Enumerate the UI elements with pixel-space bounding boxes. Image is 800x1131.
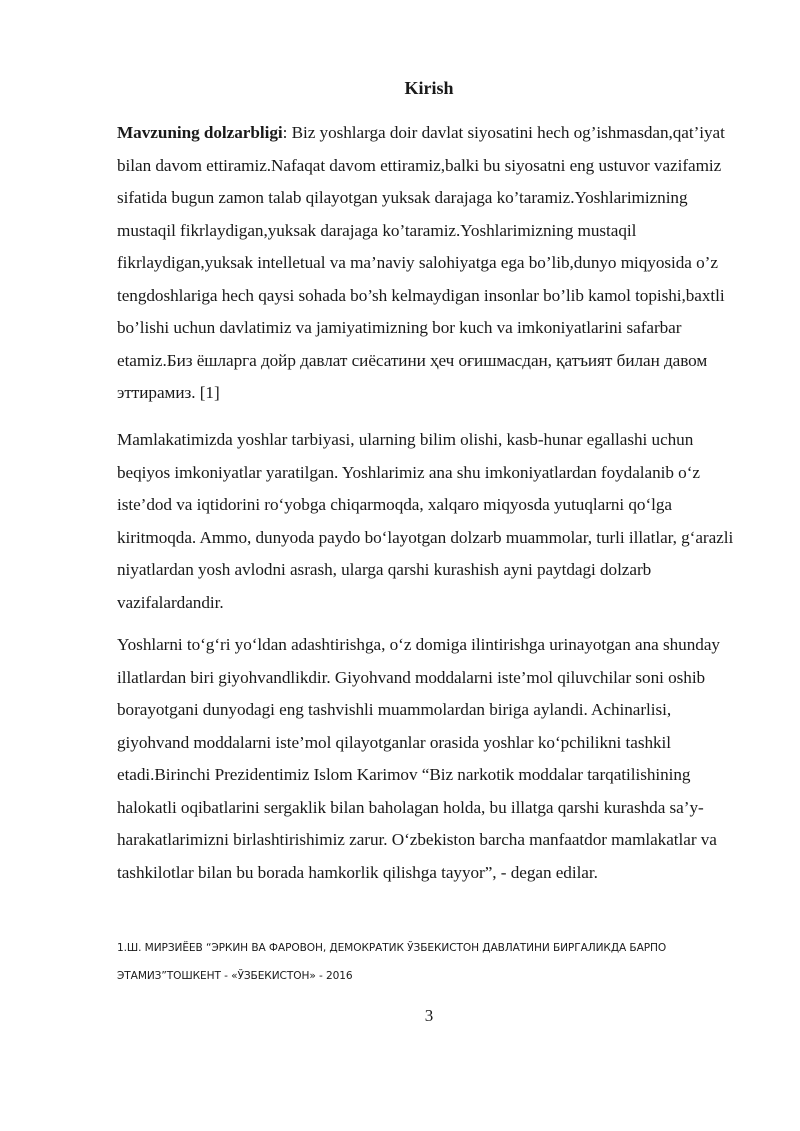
paragraph-text: : Biz yoshlarga doir davlat siyosatini hech og’ishmasdan,qat’iyat bilan davom ettiramiz.Nafaqat davom ettiramiz,balki bu siyosatni eng ustuvor vazifamiz sifatida bugun zamon talab qilayotgan yuksak darajaga ko’taramiz.Yoshlarimizning mustaqil fikrlaydigan,yuksak darajaga ko’taramiz.Yoshlarimizning mustaqil fikrlaydigan,yuksak intelletual va ma’naviy salohiyatga ega bo’lib,dunyo miqyosida o’z tengdoshlariga hech qaysi sohada bo’sh kelmaydigan insonlar bo’lib kamol topishi,baxtli bo’lishi uchun davlatimiz va jamiyatimizning bor kuch va imkoniyatlarini safarbar etamiz.Биз ёшларга дойр давлат сиёсатини ҳеч оғишмасдан, қатъият билан давом эттирамиз. [1] — [117, 123, 725, 402]
footnote: 1.Ш. МИРЗИЁЕВ “ЭРКИН ВА ФАРОВОН, ДЕМОКРАТИК ЎЗБЕКИСТОН ДАВЛАТИНИ БИРГАЛИКДА БАРПО ЭТАМИЗ”ТОШКЕНТ - «ЎЗБЕКИСТОН» - 2016 — [117, 942, 667, 982]
paragraph-youth-opportunities — [117, 424, 743, 619]
paragraph-text: Mamlakatimizda yoshlar tarbiyasi, ularning bilim olishi, kasb-hunar egallashi uchun beqiyos imkoniyatlar yaratilgan. Yoshlarimiz ana shu imkoniyatlardan foydalanib o‘z iste’dod va iqtidorini ro‘yobga chiqarmoqda, xalqaro miqyosda yutuqlarni qo‘lga kiritmoqda. Ammo, dunyoda paydo bo‘layotgan dolzarb muammolar, turli illatlar, g‘arazli niyatlardan yosh avlodni asrash, ularga qarshi kurashish ayni paytdagi dolzarb vazifalardandir. — [117, 430, 734, 612]
paragraph-text: Yoshlarni to‘g‘ri yo‘ldan adashtirishga, o‘z domiga ilintirishga urinayotgan ana shunday illatlardan biri giyohvandlikdir. Giyohvand moddalarni iste’mol qiluvchilar soni oshib borayotgani dunyodagi eng tashvishli muammolardan biriga aylandi. Achinarlisi, giyohvand moddalarni iste’mol qilayotganlar orasida yoshlar ko‘pchilikni tashkil etadi.Birinchi Prezidentimiz Islom Karimov “Biz narkotik moddalar tarqatilishining halokatli oqibatlarini sergaklik bilan baholagan holda, bu illatga qarshi kurashda sa’y-harakatlarimizni birlashtirishimiz zarur. O‘zbekiston barcha manfaatdor mamlakatlar va tashkilotlar bilan bu borada hamkorlik qilishga tayyor”, - degan edilar. — [117, 635, 720, 882]
section-title: Kirish — [404, 78, 454, 98]
paragraph-lead: Mavzuning dolzarbligi — [117, 123, 283, 142]
paragraph-relevance — [117, 117, 743, 410]
paragraph-drug-addiction — [117, 629, 743, 889]
page-number: 3 — [424, 1006, 434, 1025]
